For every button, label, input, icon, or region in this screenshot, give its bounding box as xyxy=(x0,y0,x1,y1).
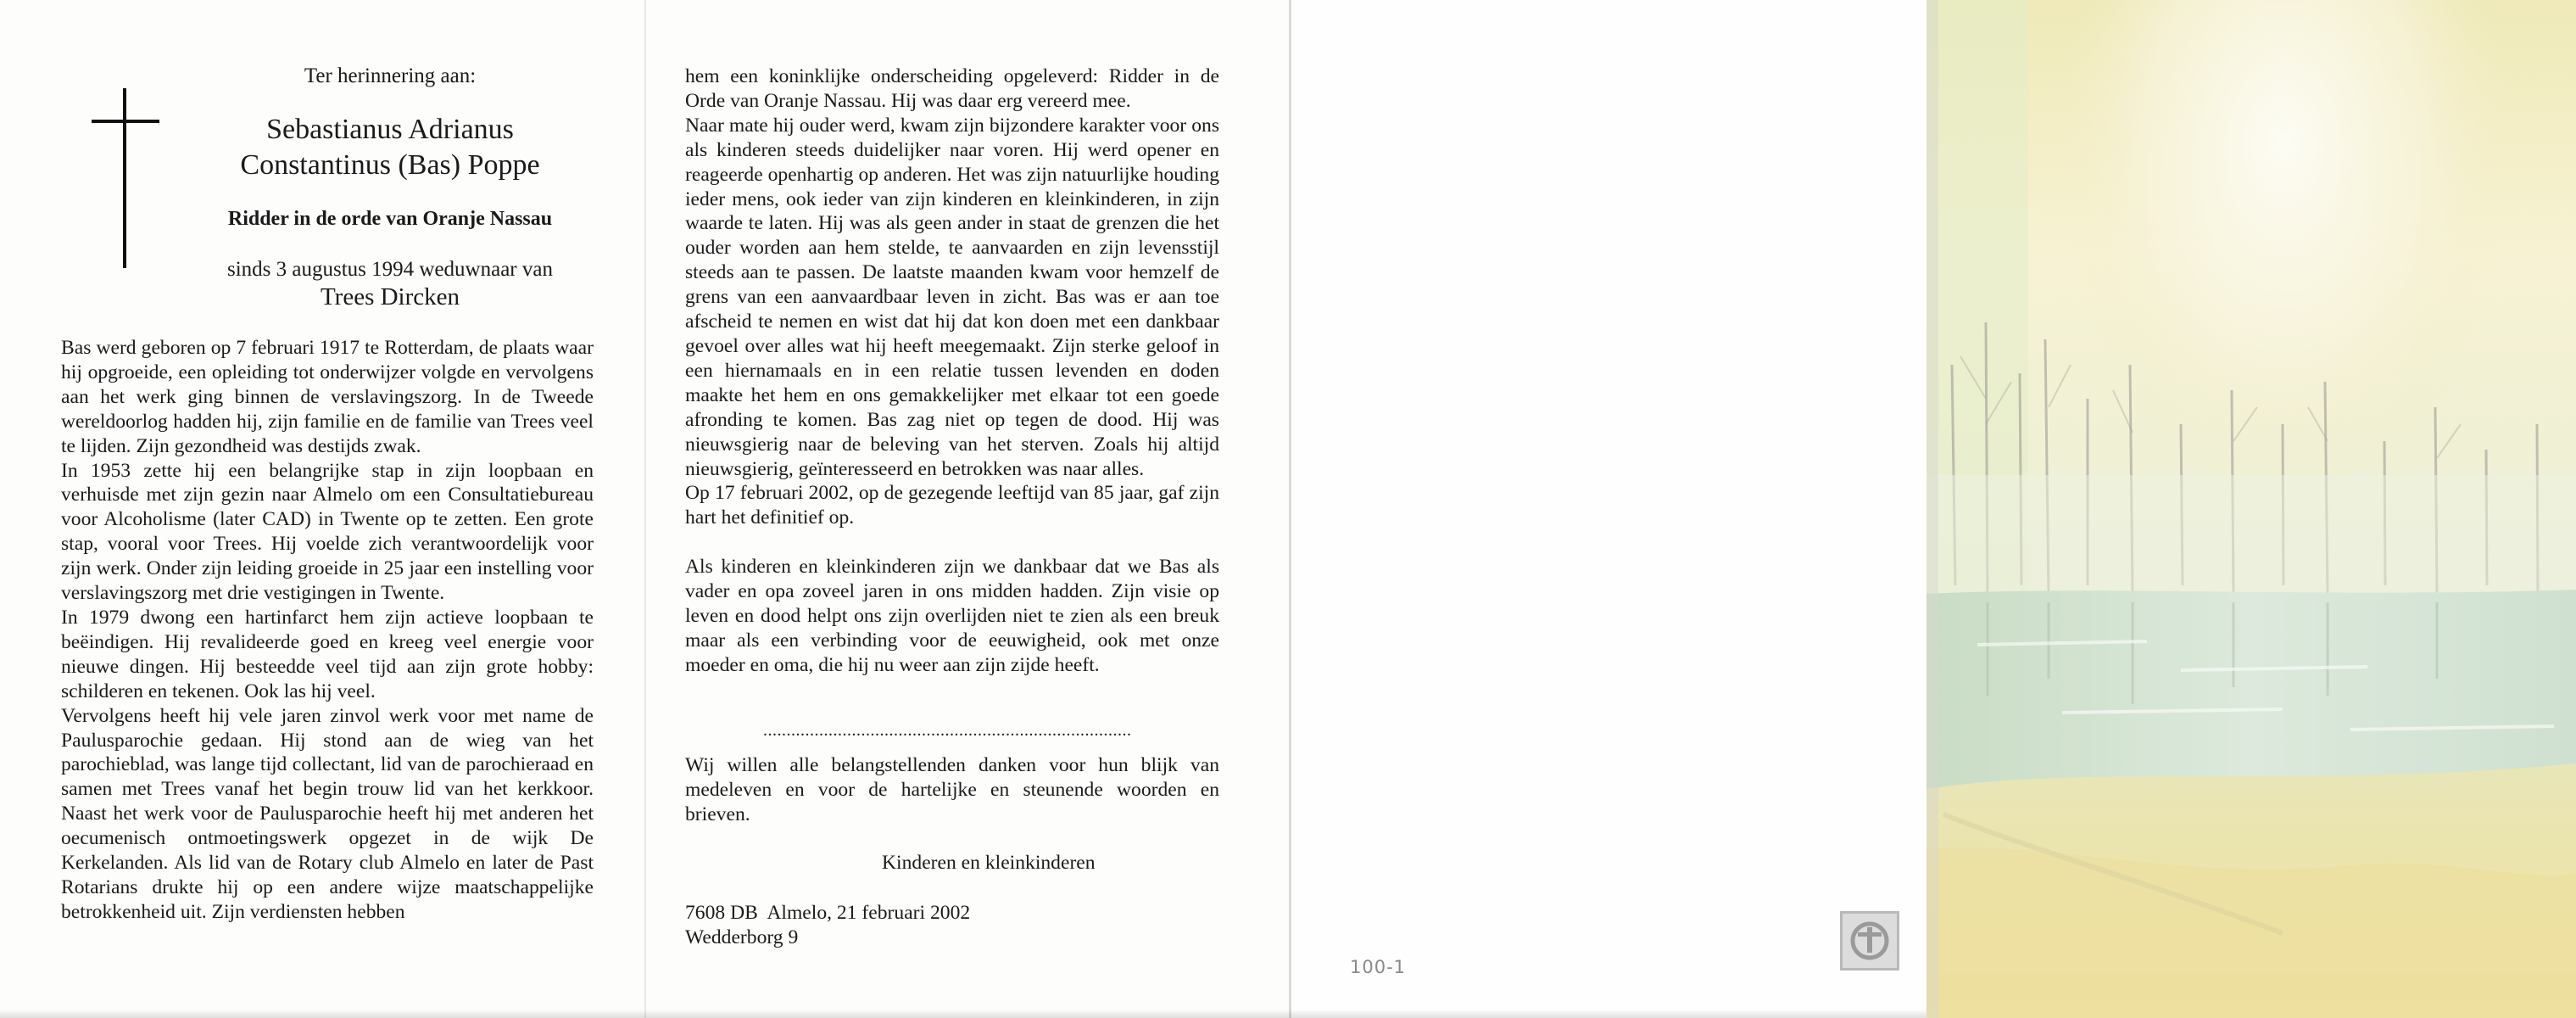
biography-text-right xyxy=(685,64,1219,678)
greeting-text: Ter herinnering aan: xyxy=(304,64,477,87)
watercolor-landscape-image xyxy=(1926,0,2576,1018)
cross-icon xyxy=(92,88,159,268)
dotted-separator: ............................................................................... xyxy=(763,721,1132,740)
printer-logo-icon xyxy=(1840,911,1899,970)
card-left-panel xyxy=(0,0,644,1018)
thanks-text xyxy=(685,753,1219,827)
biography-text-left xyxy=(61,336,594,925)
widower-line: sinds 3 augustus 1994 weduwnaar van xyxy=(227,258,553,281)
honor-title: Ridder in de orde van Oranje Nassau xyxy=(227,208,553,230)
paragraph: hem een koninklijke onderscheiding opgeleverd: Ridder in de Orde van Oranje Nassau. Hij was daar erg vereerd mee. xyxy=(685,65,1219,112)
closing-paragraph: Als kinderen en kleinkinderen zijn we dankbaar dat we Bas als vader en opa zoveel jaren in ons midden hadden. Zijn visie op leven en dood helpt ons zijn overlijden niet te zien als een breuk maar als een verbinding voor de eeuwigheid, ook met onze moeder en oma, die hij nu weer aan zijn zijde heeft. xyxy=(685,556,1219,676)
paragraph: Op 17 februari 2002, op de gezegende leeftijd van 85 jaar, gaf zijn hart het definitief op. xyxy=(685,482,1219,529)
deceased-name xyxy=(187,112,594,183)
address-line-2: Wedderborg 9 xyxy=(685,926,799,948)
signature: Kinderen en kleinkinderen xyxy=(882,852,1096,874)
name-line-2: Constantinus (Bas) Poppe xyxy=(240,149,540,181)
card-back-panel xyxy=(1289,0,1926,1018)
name-line-1: Sebastianus Adrianus xyxy=(266,114,514,145)
paragraph: Vervolgens heeft hij vele jaren zinvol werk voor met name de Paulusparochie gedaan. Hij stond aan de wieg van het parochieblad, was lange tijd collectant, lid van de parochieraad en samen met Trees vanaf het begin trouw lid van het kerkkoor. Naast het werk voor de Paulusparochie heeft hij met anderen het oecumenisch ontmoetingswerk opgezet in de wijk De Kerkelanden. Als lid van de Rotary club Almelo en later de Past Rotarians drukte hij op een andere wijze maatschappelijke betrokkenheid uit. Zijn verdiensten hebben xyxy=(61,704,594,923)
thanks-paragraph: Wij willen alle belangstellenden danken voor hun blijk van medeleven en voor de hartelijke en steunende woorden en brieven. xyxy=(685,754,1219,825)
address-line-1: 7608 DB Almelo, 21 februari 2002 xyxy=(685,902,971,924)
spouse-name: Trees Dircken xyxy=(320,283,460,310)
paragraph: In 1979 dwong een hartinfarct hem zijn actieve loopbaan te beëindigen. Hij revalideerde goed en kreeg veel energie voor nieuwe dingen. Hij besteedde veel tijd aan zijn grote hobby: schilderen en tekenen. Ook las hij veel. xyxy=(61,606,594,702)
paragraph: Bas werd geboren op 7 februari 1917 te Rotterdam, de plaats waar hij opgroeide, een opleiding tot onderwijzer volgde en vervolgens aan het werk ging binnen de verslavingszorg. In de Tweede wereldoorlog hadden hij, zijn familie en de familie van Trees veel te lijden. Zijn gezondheid was destijds zwak. xyxy=(61,337,594,457)
address-block xyxy=(685,901,970,950)
paragraph: Naar mate hij ouder werd, kwam zijn bijzondere karakter voor ons als kinderen steeds duidelijker naar voren. Hij werd opener en reageerde openhartig op anderen. Het was zijn natuurlijke houding ieder mens, ook ieder van zijn kinderen en kleinkinderen, in zijn waarde te laten. Hij was als geen ander in staat de grenzen die het ouder worden aan hem stelde, te aanvaarden en zijn levensstijl steeds aan te passen. De laatste maanden kwam voor hemzelf de grens van een aanvaardbaar leven in zicht. Bas was er aan toe afscheid te nemen en wist dat hij dat kon doen met een dankbaar gevoel over alles wat hij heeft meegemaakt. Zijn sterke geloof in een hiernamaals en in een relatie tussen levenden en doden maakte het hem en ons gemakkelijker met elkaar tot een goede afronding te komen. Bas zag niet op tegen de dood. Hij was nieuwsgierig naar de beleving van het sterven. Zoals hij altijd nieuwsgierig, geïnteresseerd en betrokken was naar alles. xyxy=(685,114,1219,480)
paragraph: In 1953 zette hij een belangrijke stap in zijn loopbaan en verhuisde met zijn gezin naar Almelo om een Consultatiebureau voor Alcoholisme (later CAD) in Twente op te zetten. Een grote stap, vooral voor Trees. Hij voelde zich verantwoordelijk voor zijn werk. Onder zijn leiding groeide in 25 jaar een instelling voor verslavingszorg met drie vestigingen in Twente. xyxy=(61,459,594,605)
print-code: 100-1 xyxy=(1350,957,1407,977)
